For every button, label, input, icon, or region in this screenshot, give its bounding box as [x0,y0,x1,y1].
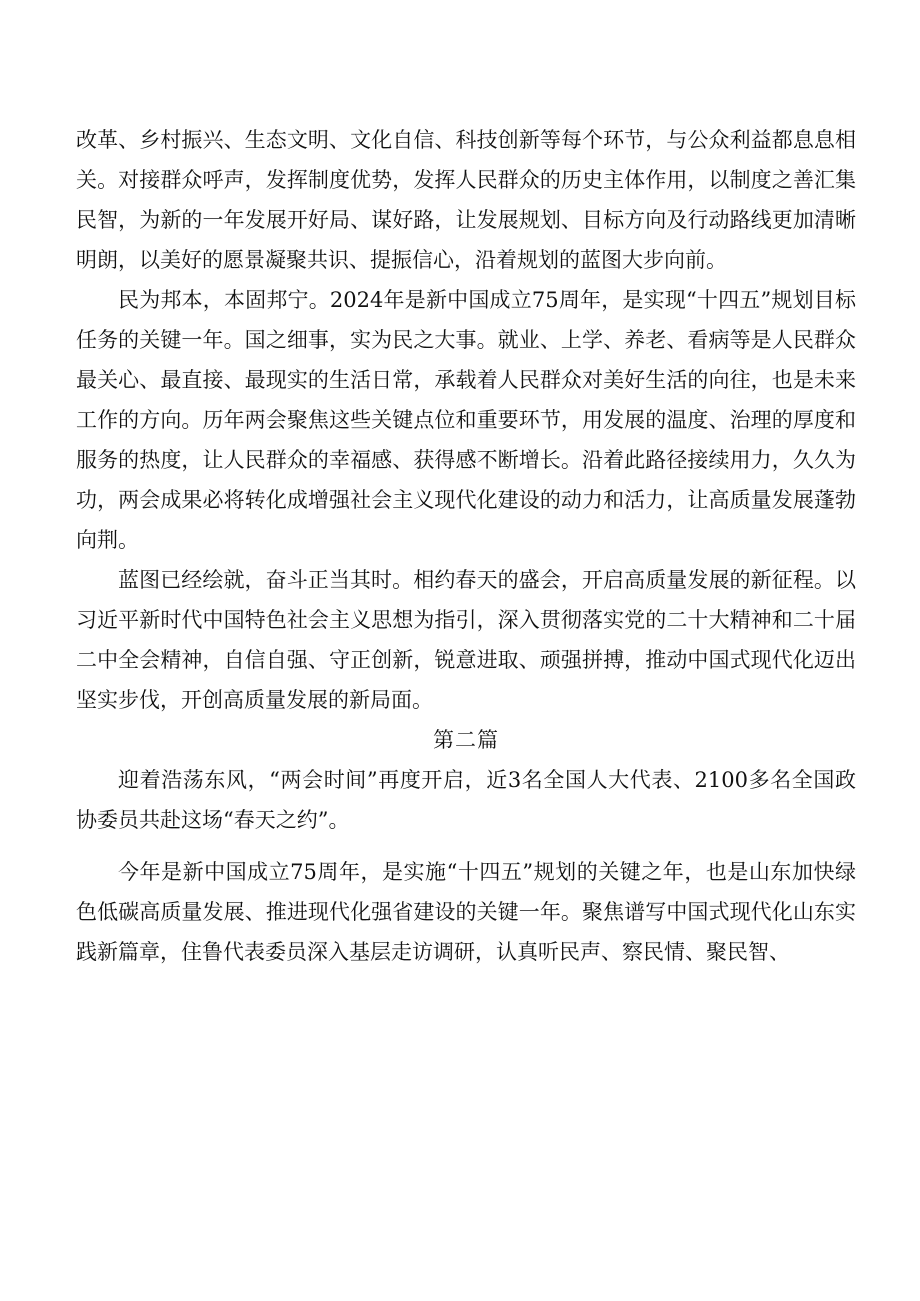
paragraph-people-foundation: 民为邦本，本固邦宁。2024年是新中国成立75周年，是实现“十四五”规划目标任务的关键一年。国之细事，实为民之大事。就业、上学、养老、看病等是人民群众最关心、最直接、最现实的生活日常，承载着人民群众对美好生活的向往，也是未来工作的方向。历年两会聚焦这些关键点位和重要环节，用发展的温度、治理的厚度和服务的热度，让人民群众的幸福感、获得感不断增长。沿着此路径接续用力，久久为功，两会成果必将转化成增强社会主义现代化建设的动力和活力，让高质量发展蓬勃向荆。 [76,288,856,552]
paragraph-two-sessions: 迎着浩荡东风，“两会时间”再度开启，近3名全国人大代表、2100多名全国政协委员共赴这场“春天之约”。 [76,768,856,832]
document-body [76,120,856,972]
section-title: 第二篇 [433,728,499,752]
paragraph-reform: 改革、乡村振兴、生态文明、文化自信、科技创新等每个环节，与公众利益都息息相关。对接群众呼声，发挥制度优势，发挥人民群众的历史主体作用，以制度之善汇集民智，为新的一年发展开好局、谋好路，让发展规划、目标方向及行动路线更加清晰明朗，以美好的愿景凝聚共识、提振信心，沿着规划的蓝图大步向前。 [76,128,856,272]
paragraph-shandong: 今年是新中国成立75周年，是实施“十四五”规划的关键之年，也是山东加快绿色低碳高质量发展、推进现代化强省建设的关键一年。聚焦谱写中国式现代化山东实践新篇章，住鲁代表委员深入基层走访调研，认真听民声、察民情、聚民智、 [76,860,856,964]
paragraph-blueprint: 蓝图已经绘就，奋斗正当其时。相约春天的盛会，开启高质量发展的新征程。以习近平新时代中国特色社会主义思想为指引，深入贯彻落实党的二十大精神和二十届二中全会精神，自信自强、守正创新，锐意进取、顽强拼搏，推动中国式现代化迈出坚实步伐，开创高质量发展的新局面。 [76,568,856,712]
